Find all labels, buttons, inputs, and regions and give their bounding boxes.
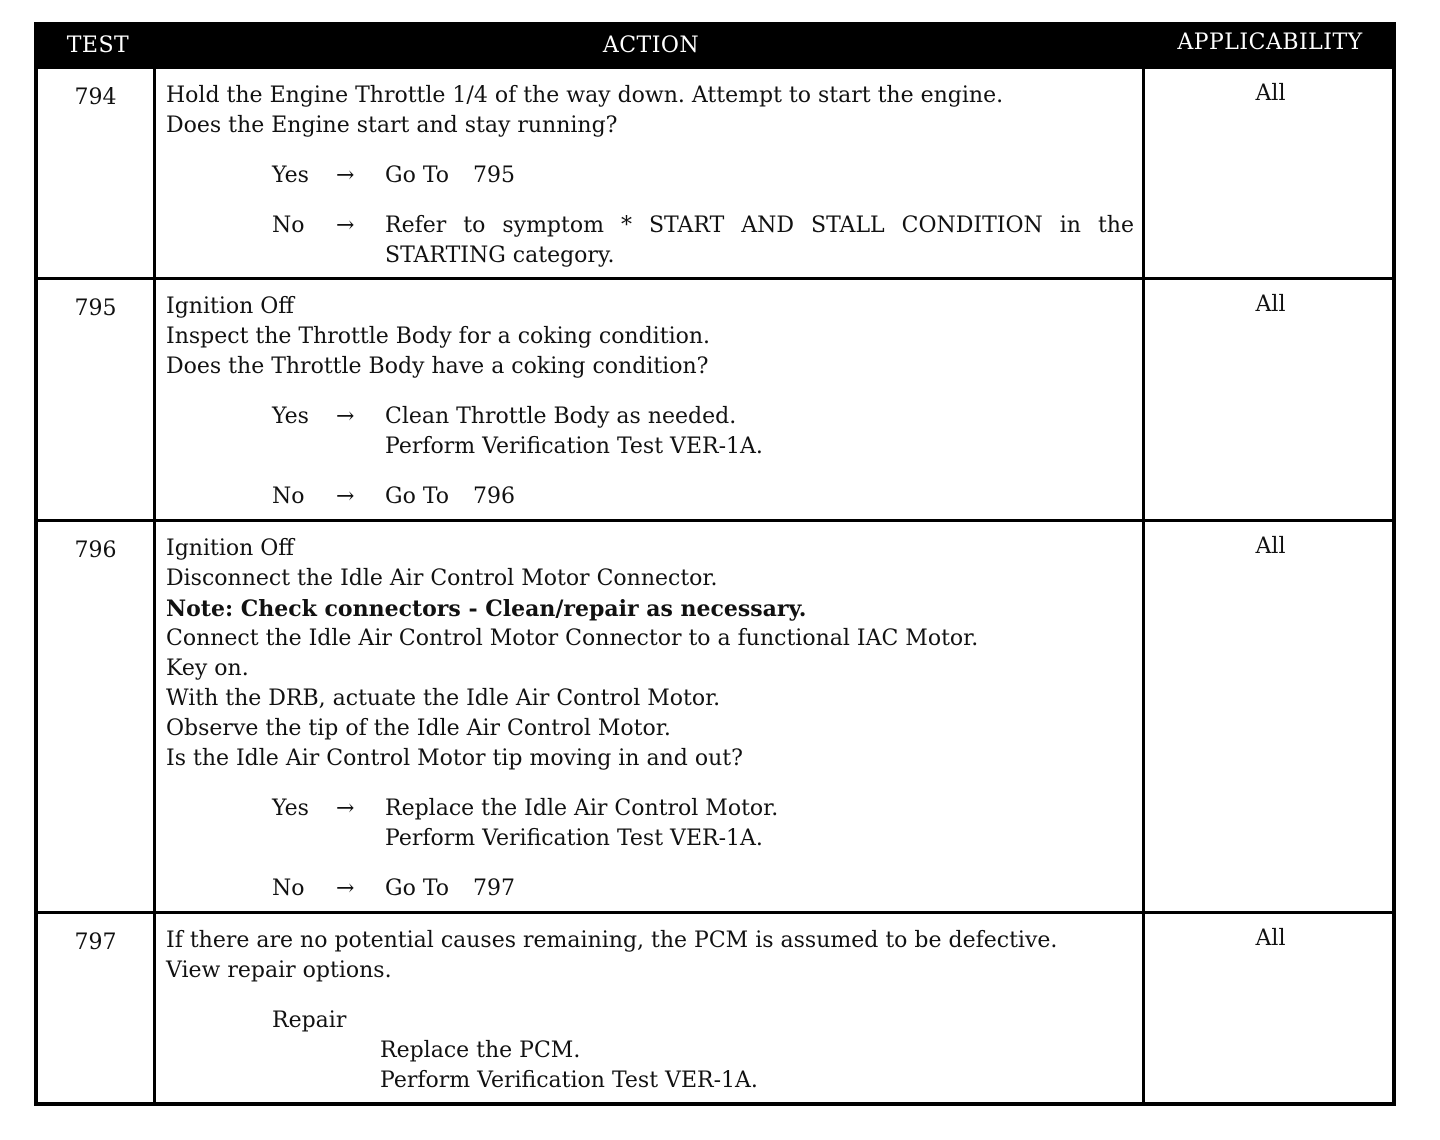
yes-label: Yes: [272, 796, 309, 821]
arrow-icon: →: [336, 213, 355, 238]
yes-branch: [272, 161, 1134, 191]
result-line: Clean Throttle Body as needed.: [385, 404, 737, 429]
action-line: Hold the Engine Throttle 1/4 of the way down. Attempt to start the engine.: [166, 83, 1004, 108]
yes-result: [385, 161, 1134, 191]
applicability-cell: All: [1142, 280, 1396, 519]
action-line: Key on.: [166, 656, 249, 681]
result-line: Replace the Idle Air Control Motor.: [385, 796, 779, 821]
applicability-cell: All: [1142, 522, 1396, 911]
yes-label: Yes: [272, 163, 309, 188]
arrow-icon: →: [336, 163, 355, 188]
header-applicability: APPLICABILITY: [1177, 30, 1363, 55]
yes-branch: [272, 794, 1134, 854]
action-cell: [156, 914, 1144, 1102]
result-line: Refer to symptom * START AND STALL CONDITION in the: [385, 213, 1134, 238]
action-line: Does the Engine start and stay running?: [166, 113, 618, 138]
goto-number: 796: [473, 484, 516, 509]
result-line: Perform Verification Test VER-1A.: [385, 826, 763, 851]
action-cell: [156, 69, 1144, 277]
action-line: Disconnect the Idle Air Control Motor Connector.: [166, 566, 718, 591]
applicability-cell: All: [1142, 914, 1396, 1102]
goto-number: 795: [473, 163, 516, 188]
header-test: TEST: [66, 33, 130, 58]
no-label: No: [272, 213, 305, 238]
test-number: 796: [38, 522, 156, 911]
table-row-795: [38, 277, 1392, 519]
action-line: View repair options.: [166, 958, 392, 983]
test-number: 794: [38, 69, 156, 277]
yes-result: [385, 794, 1134, 854]
no-label: No: [272, 876, 305, 901]
action-line: Observe the tip of the Idle Air Control Motor.: [166, 716, 671, 741]
note-line: Note: Check connectors - Clean/repair as necessary.: [166, 596, 807, 622]
action-line: Inspect the Throttle Body for a coking condition.: [166, 324, 711, 349]
repair-line: Replace the PCM.: [380, 1038, 581, 1063]
no-branch: [272, 211, 1134, 271]
table-row-794: [38, 66, 1392, 277]
result-line: STARTING category.: [385, 243, 615, 268]
no-result: [385, 874, 1134, 904]
test-number: 795: [38, 280, 156, 519]
table-row-796: [38, 519, 1392, 911]
yes-label: Yes: [272, 404, 309, 429]
action-line: With the DRB, actuate the Idle Air Control Motor.: [166, 686, 721, 711]
applicability-cell: All: [1142, 69, 1396, 277]
yes-branch: [272, 402, 1134, 462]
table-header: [38, 26, 1392, 66]
no-label: No: [272, 484, 305, 509]
goto-label: Go To: [385, 163, 450, 188]
action-line: Does the Throttle Body have a coking condition?: [166, 354, 709, 379]
test-number: 797: [38, 914, 156, 1102]
repair-line: Perform Verification Test VER-1A.: [380, 1068, 758, 1093]
table-row-797: [38, 911, 1392, 1102]
header-action: ACTION: [602, 33, 700, 58]
no-result: [385, 211, 1134, 271]
no-branch: [272, 874, 1134, 904]
action-cell: [156, 280, 1144, 519]
action-line: Ignition Off: [166, 536, 294, 561]
repair-label: Repair: [272, 1008, 347, 1033]
no-result: [385, 482, 1134, 512]
arrow-icon: →: [336, 876, 355, 901]
goto-number: 797: [473, 876, 516, 901]
arrow-icon: →: [336, 484, 355, 509]
action-line: Connect the Idle Air Control Motor Connector to a functional IAC Motor.: [166, 626, 979, 651]
result-line: Perform Verification Test VER-1A.: [385, 434, 763, 459]
arrow-icon: →: [336, 404, 355, 429]
action-line: Ignition Off: [166, 294, 294, 319]
goto-label: Go To: [385, 484, 450, 509]
no-branch: [272, 482, 1134, 512]
action-cell: [156, 522, 1144, 911]
yes-result: [385, 402, 1134, 462]
action-line: Is the Idle Air Control Motor tip moving in and out?: [166, 746, 743, 771]
arrow-icon: →: [336, 796, 355, 821]
diagnostic-table: [34, 22, 1396, 1106]
goto-label: Go To: [385, 876, 450, 901]
action-line: If there are no potential causes remaining, the PCM is assumed to be defective.: [166, 928, 1058, 953]
